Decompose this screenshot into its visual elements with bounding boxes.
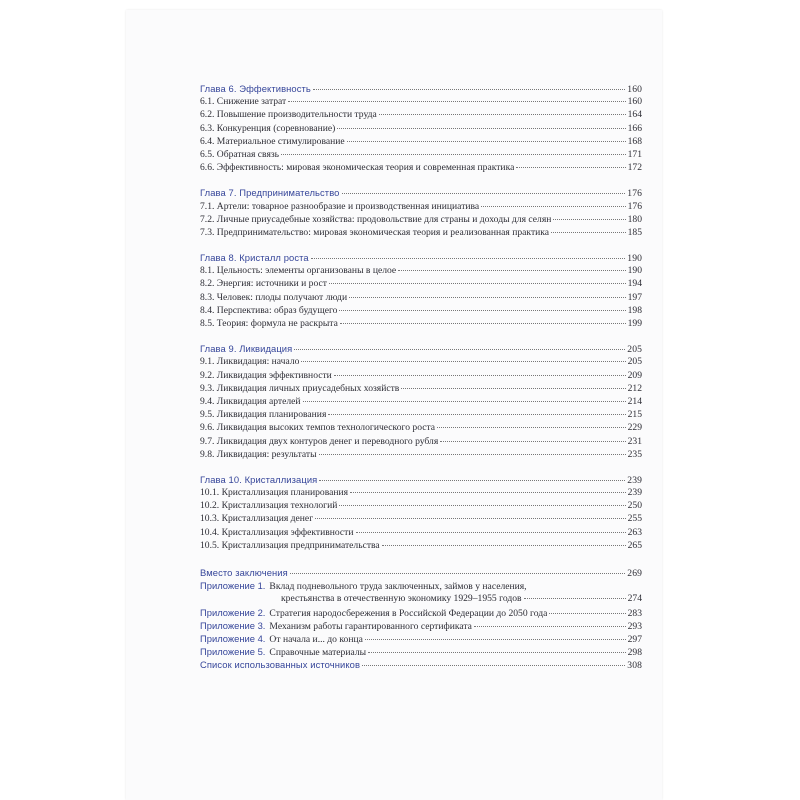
page-number: 239 [627,474,642,486]
chapter-heading[interactable] [200,342,642,355]
leader-dots [319,479,625,481]
page-number: 209 [627,369,642,381]
chapter-title: Глава 9. Ликвидация [200,343,293,355]
toc-entry[interactable] [200,395,642,408]
page-number: 190 [627,265,642,277]
toc-entry[interactable] [200,122,642,135]
toc-entry[interactable] [200,277,642,290]
leader-dots [379,113,626,115]
toc-entry[interactable] [200,369,642,382]
toc-entry[interactable] [200,304,642,317]
leader-dots [313,88,625,90]
entry-label: 9.6. Ликвидация высоких темпов технологического роста [200,422,436,434]
leader-dots [303,400,626,402]
table-of-contents [200,82,642,684]
page-number: 164 [627,109,642,121]
leader-dots [481,205,625,207]
entry-label: 9.4. Ликвидация артелей [200,395,301,407]
entry-label: 10.5. Кристаллизация предпринимательства [200,539,380,551]
sources-title: Список использованных источников [200,659,361,671]
leader-dots [553,218,625,220]
appendix-prefix: Приложение 4. [200,632,266,644]
entry-label: 9.2. Ликвидация эффективности [200,369,332,381]
appendix-entry[interactable] [200,606,642,619]
page-number: 172 [627,162,642,174]
page-number: 176 [627,200,642,212]
entry-label: 8.1. Цельность: элементы организованы в целое [200,265,397,277]
toc-entry[interactable] [200,499,642,512]
toc-entry[interactable] [200,108,642,121]
chapter-8-section [200,251,642,330]
page-number: 176 [627,188,642,200]
appendix-entry[interactable] [200,619,642,632]
leader-dots [288,100,625,102]
leader-dots [516,166,625,168]
toc-entry[interactable] [200,200,642,213]
entry-label: 6.6. Эффективность: мировая экономическая теория и современная практика [200,162,515,174]
page-number: 235 [627,448,642,460]
entry-label: 7.1. Артели: товарное разнообразие и производственная инициатива [200,200,480,212]
leader-dots [329,282,626,284]
leader-dots [437,426,626,428]
page-number: 180 [627,213,642,225]
leader-dots [440,440,625,442]
page-number: 197 [627,291,642,303]
leader-dots [474,625,626,627]
toc-entry[interactable] [200,526,642,539]
conclusion-entry[interactable] [200,566,642,579]
leader-dots [339,504,625,506]
leader-dots [401,387,625,389]
appendix-prefix: Приложение 2. [200,606,266,618]
page-number: 274 [627,593,642,605]
back-matter-section [200,566,642,672]
entry-label: 9.7. Ликвидация двух контуров денег и переводного рубля [200,435,439,447]
page-number: 171 [627,148,642,160]
leader-dots [319,453,626,455]
page-number: 160 [627,84,642,95]
leader-dots [337,127,625,129]
entry-label: 6.2. Повышение производительности труда [200,109,377,121]
page-number: 194 [627,278,642,290]
entry-label: 8.5. Теория: формула не раскрыта [200,318,338,329]
chapter-title: Глава 7. Предпринимательство [200,187,340,199]
toc-entry[interactable] [200,421,642,434]
leader-dots [356,531,626,533]
toc-entry[interactable] [200,448,642,461]
entry-label: 8.3. Человек: плоды получают люди [200,291,348,303]
page-number: 198 [627,304,642,316]
entry-label: 7.3. Предпринимательство: мировая экономическая теория и реализованная практика [200,226,550,238]
entry-label: Стратегия народосбережения в Российской Федерации до 2050 года [269,607,548,619]
toc-entry[interactable] [200,486,642,499]
leader-dots [281,153,626,155]
page-number: 190 [627,253,642,265]
entry-label: Механизм работы гарантированного сертификата [269,620,472,632]
leader-dots [340,322,626,324]
appendix-entry[interactable] [200,645,642,658]
page-number: 214 [627,395,642,407]
appendix-prefix: Приложение 1. [200,580,266,592]
appendix-entry-continuation[interactable] [200,592,642,605]
leader-dots [349,296,626,298]
entry-label: крестьянства в отечественную экономику 1929–1955 годов [281,593,522,605]
toc-entry[interactable] [200,317,642,330]
toc-entry[interactable] [200,213,642,226]
sources-entry[interactable] [200,658,642,671]
leader-dots [362,664,625,666]
page-number: 308 [627,660,642,672]
leader-dots [368,651,626,653]
leader-dots [342,192,626,194]
leader-dots [294,348,625,350]
entry-label: 10.4. Кристаллизация эффективности [200,526,354,538]
entry-label: 7.2. Личные приусадебные хозяйства: продовольствие для страны и доходы для селян [200,213,552,225]
toc-entry[interactable] [200,435,642,448]
chapter-title: Глава 8. Кристалл роста [200,252,309,264]
page-number: 265 [627,539,642,551]
entry-label: 10.3. Кристаллизация денег [200,513,314,525]
entry-label: 9.3. Ликвидация личных приусадебных хозяйств [200,382,400,394]
chapter-title: Глава 10. Кристаллизация [200,473,318,485]
page-number: 212 [627,382,642,394]
leader-dots [549,612,625,614]
toc-entry[interactable] [200,382,642,395]
page-number: 231 [627,435,642,447]
appendix-prefix: Приложение 3. [200,619,266,631]
page-number: 166 [627,122,642,134]
leader-dots [290,572,625,574]
toc-entry[interactable] [200,135,642,148]
chapter-6-section [200,82,642,174]
toc-entry[interactable] [200,95,642,108]
chapter-7-section [200,186,642,239]
toc-entry[interactable] [200,226,642,239]
entry-label: 6.3. Конкуренция (соревнование) [200,122,336,134]
entry-label: 10.1. Кристаллизация планирования [200,487,349,499]
leader-dots [347,140,626,142]
leader-dots [524,597,626,599]
page-number: 263 [627,526,642,538]
entry-label: 6.5. Обратная связь [200,148,280,160]
page-number: 229 [627,422,642,434]
conclusion-title: Вместо заключения [200,567,288,578]
leader-dots [315,517,625,519]
toc-entry[interactable] [200,355,642,368]
chapter-heading[interactable] [200,186,642,199]
entry-label: 6.1. Снижение затрат [200,96,287,108]
entry-label: 9.5. Ликвидация планирования [200,409,327,421]
page-number: 293 [627,620,642,632]
toc-entry[interactable] [200,291,642,304]
page-number: 168 [627,135,642,147]
chapter-10-section [200,473,642,552]
leader-dots [311,257,626,259]
toc-entry[interactable] [200,161,642,174]
entry-label: 8.4. Перспектива: образ будущего [200,304,338,316]
page-number: 215 [627,409,642,421]
leader-dots [301,360,625,362]
leader-dots [328,413,625,415]
page-number: 255 [627,513,642,525]
appendix-prefix: Приложение 5. [200,646,266,658]
leader-dots [350,491,626,493]
leader-dots [398,269,625,271]
appendix-entry[interactable] [200,632,642,645]
leader-dots [334,374,626,376]
toc-entry[interactable] [200,264,642,277]
entry-label: От начала и... до конца [269,633,363,645]
entry-label: Вклад подневольного труда заключенных, займов у населения, [269,581,527,593]
chapter-9-section [200,342,642,461]
leader-dots [382,544,626,546]
toc-entry[interactable] [200,148,642,161]
page-number: 269 [627,568,642,579]
entry-label: 8.2. Энергия: источники и рост [200,278,327,290]
entry-label: 6.4. Материальное стимулирование [200,135,345,147]
leader-dots [551,231,626,233]
page-number: 205 [627,344,642,356]
page-number: 160 [627,96,642,108]
leader-dots [339,309,625,311]
toc-entry[interactable] [200,512,642,525]
chapter-heading[interactable] [200,251,642,264]
page-number: 239 [627,487,642,499]
chapter-heading[interactable] [200,82,642,95]
toc-entry[interactable] [200,539,642,552]
page-number: 185 [627,226,642,238]
page-number: 250 [627,500,642,512]
page-number: 298 [627,647,642,659]
chapter-heading[interactable] [200,473,642,486]
entry-label: Справочные материалы [269,647,367,659]
page-number: 205 [627,356,642,368]
page-number: 283 [627,607,642,619]
entry-label: 10.2. Кристаллизация технологий [200,500,338,512]
entry-label: 9.8. Ликвидация: результаты [200,448,317,460]
chapter-title: Глава 6. Эффективность [200,83,311,94]
entry-label: 9.1. Ликвидация: начало [200,356,300,368]
appendix-entry[interactable] [200,579,642,592]
page-number: 297 [627,633,642,645]
page-number: 199 [627,318,642,329]
leader-dots [365,638,626,640]
toc-entry[interactable] [200,408,642,421]
